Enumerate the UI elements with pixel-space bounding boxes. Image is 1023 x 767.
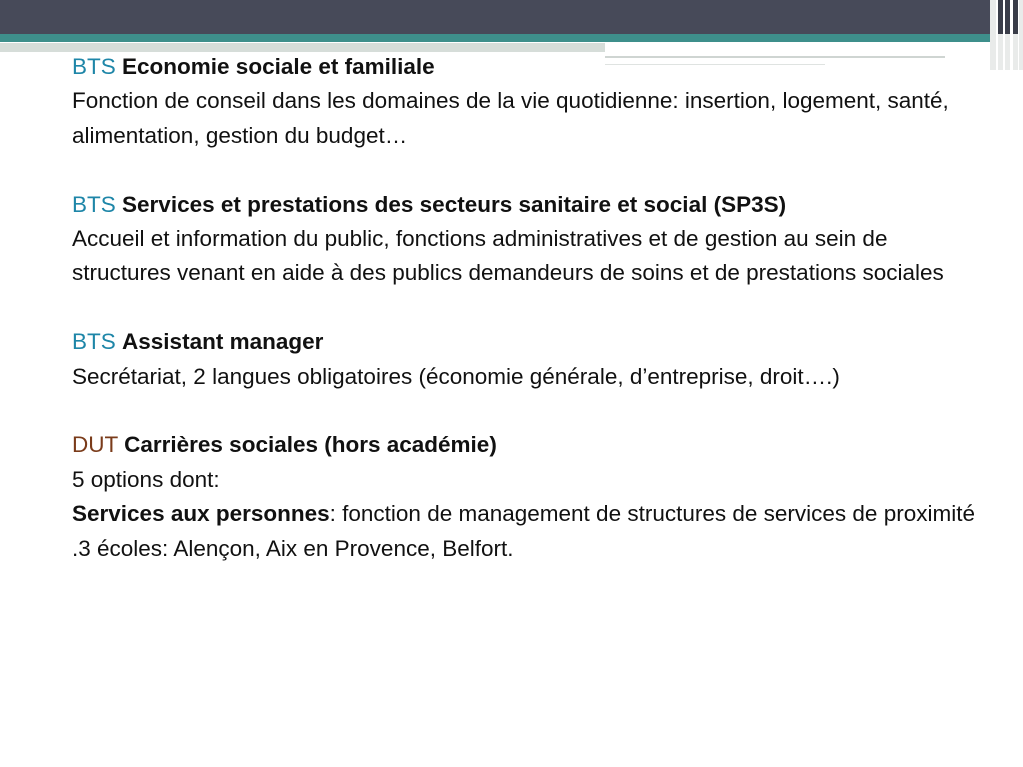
corner-stripe-dark (1013, 0, 1018, 34)
section-title: Economie sociale et familiale (122, 54, 435, 79)
option-text: : fonction de management de structures de services de proximité .3 écoles: Alençon, Aix en Provence, Belfort. (72, 501, 975, 561)
section-heading (72, 50, 987, 84)
section-description: Secrétariat, 2 langues obligatoires (économie générale, d’entreprise, droit….) (72, 363, 840, 389)
diploma-prefix: BTS (72, 54, 116, 79)
section-description: Accueil et information du public, fonctions administratives et de gestion au sein de structures venant en aide à des publics demandeurs de soins et de prestations sociales (72, 226, 944, 286)
diploma-prefix: BTS (72, 191, 116, 217)
section-bts-sp3s (72, 188, 987, 291)
option-name: Services aux personnes (72, 501, 330, 527)
section-description: 5 options dont: (72, 466, 220, 492)
diploma-prefix: DUT (72, 432, 118, 458)
option-entry (72, 497, 987, 566)
corner-stripe-dark (1005, 0, 1010, 34)
section-dut-carrieres-sociales (72, 428, 987, 566)
slide-content (72, 50, 987, 566)
section-heading (72, 428, 987, 462)
diploma-prefix: BTS (72, 329, 116, 355)
section-title: Assistant manager (122, 329, 324, 355)
corner-stripe-dark (998, 0, 1003, 34)
section-title: Services et prestations des secteurs sanitaire et social (SP3S) (122, 191, 787, 217)
accent-bar (0, 34, 1023, 42)
section-bts-esf (72, 50, 987, 153)
header-bar (0, 0, 1023, 34)
corner-stripe (1018, 0, 1019, 70)
section-heading (72, 188, 987, 222)
section-description: Fonction de conseil dans les domaines de la vie quotidienne: insertion, logement, santé, alimentation, gestion du budget… (72, 88, 949, 148)
section-heading (72, 325, 987, 359)
section-bts-assistant-manager (72, 325, 987, 394)
section-title: Carrières sociales (hors académie) (124, 432, 497, 458)
